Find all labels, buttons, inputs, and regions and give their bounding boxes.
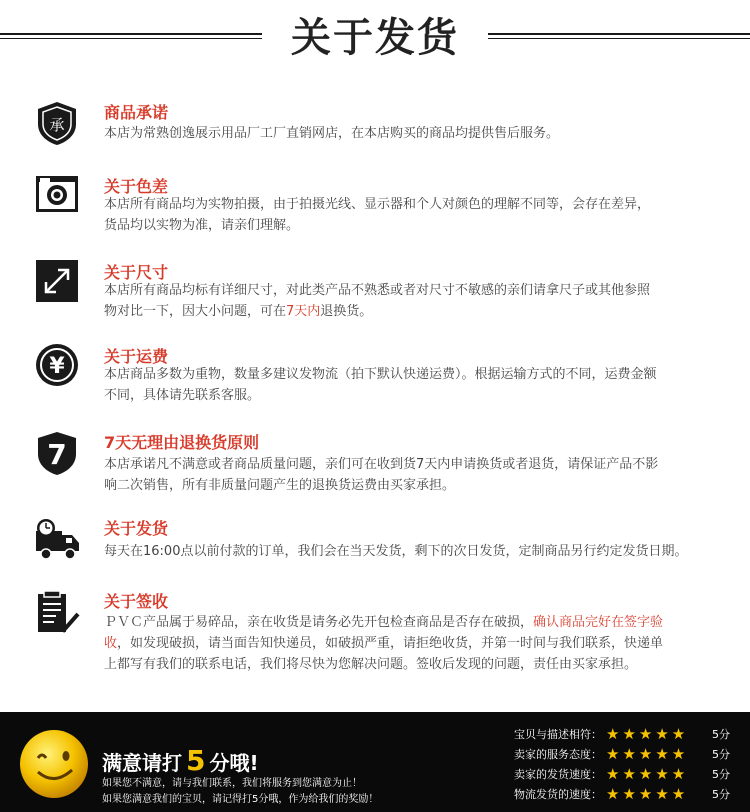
body-line: 本店所有商品均标有详细尺寸，对此类产品不熟悉或者对尺寸不敏感的亲们请拿尺子或其他参照 bbox=[104, 283, 651, 298]
section-color-difference bbox=[0, 170, 750, 240]
resize-arrow-icon bbox=[34, 258, 80, 304]
section-sign-receipt bbox=[0, 588, 750, 678]
rating-label: 卖家的发货速度： bbox=[514, 768, 602, 781]
header-divider-left bbox=[0, 33, 262, 35]
body-line: 响二次销售，所有非质量问题产生的退换货运费由买家承担。 bbox=[104, 478, 456, 493]
rating-label: 物流发货的速度： bbox=[514, 788, 602, 801]
rating-stars: ★★★★★ bbox=[606, 785, 689, 803]
delivery-truck-icon bbox=[34, 517, 80, 563]
highlight-text: 确认商品完好在签字验 bbox=[533, 615, 664, 630]
body-line: 本店商品多数为重物，数量多建议发物流（拍下默认快递运费）。根据运输方式的不同，运费金额 bbox=[104, 367, 657, 382]
body-line bbox=[104, 301, 724, 322]
rating-score: 5分 bbox=[712, 728, 730, 741]
banner-line: 如果您不满意，请与我们联系，我们将服务到您满意为止！ bbox=[102, 778, 362, 789]
section-title: 关于签收 bbox=[104, 592, 169, 611]
rating-stars: ★★★★★ bbox=[606, 765, 689, 783]
body-text: 物对比一下，因大小问题，可在 bbox=[104, 304, 287, 319]
svg-text:¥: ¥ bbox=[49, 354, 65, 379]
seven-day-shield-icon bbox=[34, 430, 80, 476]
rating-label: 宝贝与描述相符： bbox=[514, 728, 602, 741]
section-body bbox=[104, 194, 724, 236]
section-body: 每天在16:00点以前付款的订单，我们会在当天发货，剩下的次日发货，定制商品另行约定发货日期。 bbox=[104, 544, 688, 559]
section-shipping-fee bbox=[0, 340, 750, 410]
smiley-face-icon bbox=[14, 722, 94, 802]
section-body bbox=[104, 364, 724, 406]
body-line: 上都写有我们的联系电话，我们将尽快为您解决问题。签收后发现的问题，责任由买家承担。 bbox=[104, 657, 638, 672]
section-body bbox=[104, 454, 724, 496]
highlight-text: 收 bbox=[104, 636, 118, 651]
banner-line: 如果您满意我们的宝贝，请记得打5分哦，作为给我们的奖励！ bbox=[102, 794, 379, 805]
rating-row bbox=[514, 744, 744, 764]
header-divider-right bbox=[488, 33, 750, 35]
yen-icon bbox=[34, 342, 80, 388]
body-line: 本店承诺凡不满意或者商品质量问题，亲们可在收到货7天内申请换货或者退货，请保证产品不影 bbox=[104, 457, 659, 472]
banner-score-number: 5 bbox=[186, 744, 206, 777]
section-title: 关于运费 bbox=[104, 347, 169, 366]
rating-score: 5分 bbox=[712, 768, 730, 781]
section-title: 商品承诺 bbox=[104, 103, 169, 122]
rating-stars: ★★★★★ bbox=[606, 745, 689, 763]
section-promise bbox=[0, 96, 750, 156]
section-delivery bbox=[0, 515, 750, 565]
body-line: 货品均以实物为准，请亲们理解。 bbox=[104, 218, 300, 233]
rating-list bbox=[514, 724, 744, 804]
rating-label: 卖家的服务态度： bbox=[514, 748, 602, 761]
section-body: 本店为常熟创逸展示用品厂工厂直销网店，在本店购买的商品均提供售后服务。 bbox=[104, 126, 560, 141]
section-seven-day-return bbox=[0, 428, 750, 498]
rating-row bbox=[514, 724, 744, 744]
svg-text:承: 承 bbox=[49, 116, 65, 134]
rating-score: 5分 bbox=[712, 748, 730, 761]
page-header bbox=[0, 0, 750, 72]
section-title: 关于尺寸 bbox=[104, 263, 169, 282]
banner-title bbox=[102, 744, 259, 777]
body-line: 不同，具体请先联系客服。 bbox=[104, 388, 261, 403]
section-size bbox=[0, 256, 750, 326]
banner-title-exclaim: ! bbox=[249, 751, 259, 775]
section-body bbox=[104, 280, 724, 322]
highlight-text: 7天内 bbox=[286, 304, 321, 319]
banner-title-text: 分哦 bbox=[209, 751, 250, 775]
rating-banner bbox=[0, 712, 750, 812]
shield-cheng-icon bbox=[34, 100, 80, 146]
rating-row bbox=[514, 784, 744, 804]
section-title: 关于发货 bbox=[104, 519, 169, 538]
page-title: 关于发货 bbox=[291, 15, 459, 61]
body-line bbox=[104, 612, 724, 633]
body-text: ，如发现破损，请当面告知快递员，如破损严重，请拒绝收货，并第一时间与我们联系，快递单 bbox=[117, 636, 664, 651]
section-body bbox=[104, 612, 724, 675]
banner-title-text: 满意请打 bbox=[102, 751, 182, 775]
section-title: 7天无理由退换货原则 bbox=[104, 433, 260, 452]
body-text: ＰＶＣ产品属于易碎品，亲在收货是请务必先开包检查商品是否存在破损， bbox=[104, 615, 534, 630]
rating-score: 5分 bbox=[712, 788, 730, 801]
svg-text:7: 7 bbox=[47, 438, 67, 471]
camera-icon bbox=[34, 172, 80, 218]
rating-row bbox=[514, 764, 744, 784]
body-text: 退换货。 bbox=[320, 304, 373, 319]
rating-stars: ★★★★★ bbox=[606, 725, 689, 743]
section-title: 关于色差 bbox=[104, 177, 169, 196]
sign-document-icon bbox=[34, 590, 80, 636]
body-line bbox=[104, 633, 724, 654]
body-line: 本店所有商品均为实物拍摄，由于拍摄光线、显示器和个人对颜色的理解不同等，会存在差异， bbox=[104, 197, 651, 212]
